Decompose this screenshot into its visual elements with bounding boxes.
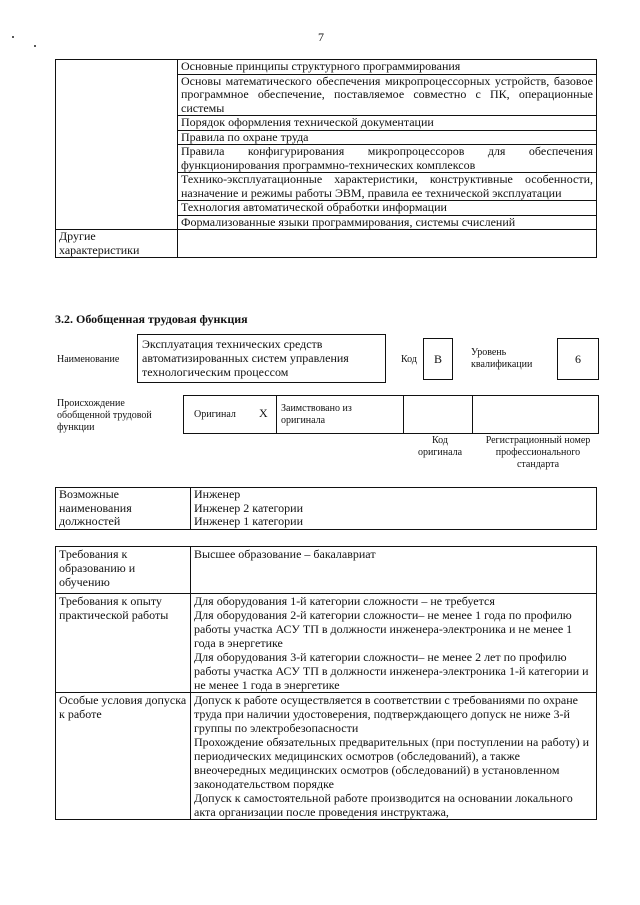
experience-item: Для оборудования 3-й категории сложности– не менее 2 лет по профилю работы участка АСУ ТП в должности инженера-электроника 1-й категории и не менее 1 года в энергетике	[194, 650, 589, 692]
function-name-box	[137, 334, 386, 383]
level-box	[557, 338, 599, 380]
admission-item: Допуск к самостоятельной работе производится на основании локального акта организации после проведения инструктажа,	[194, 791, 573, 819]
other-characteristics-label: Другие характеристики	[56, 230, 178, 258]
original-label: Оригинал	[194, 409, 236, 420]
admission-item: Допуск к работе осуществляется в соответствии с требованиями по охране труда при наличии удостоверения, подтверждающего допуск не ниже 3-й группы по электробезопасности	[194, 693, 578, 735]
knowledge-item: Основные принципы структурного программирования	[178, 60, 597, 75]
original-mark: X	[259, 406, 268, 420]
original-code-cell	[404, 396, 473, 433]
education-value: Высшее образование – бакалавриат	[191, 547, 597, 594]
experience-label: Требования к опыту практической работы	[56, 594, 191, 693]
code-box	[423, 338, 453, 380]
position-item: Инженер 2 категории	[194, 500, 303, 515]
knowledge-item: Правила конфигурирования микропроцессоров для обеспечения функционирования программно-технических комплексов	[178, 145, 597, 173]
reg-caption: Регистрационный номер профессионального стандарта	[485, 435, 591, 470]
requirements-table	[55, 546, 597, 820]
knowledge-item: Технология автоматической обработки информации	[178, 201, 597, 216]
experience-values	[191, 594, 597, 693]
positions-label: Возможные наименования должностей	[56, 488, 191, 530]
knowledge-item: Правила по охране труда	[178, 130, 597, 145]
knowledge-item: Порядок оформления технической документации	[178, 116, 597, 131]
admission-label: Особые условия допуска к работе	[56, 693, 191, 820]
level-label: Уровень квалификации	[471, 347, 533, 370]
page-number: 7	[318, 30, 324, 44]
original-cell	[184, 396, 277, 433]
scan-dot	[12, 36, 14, 38]
education-label: Требования к образованию и обучению	[56, 547, 191, 594]
name-label: Наименование	[57, 354, 120, 365]
knowledge-left-cell	[56, 60, 178, 230]
knowledge-item: Технико-эксплуатационные характеристики, конструктивные особенности, назначение и режимы работы ЭВМ, правила ее технической эксплуатации	[178, 173, 597, 201]
position-item: Инженер	[194, 487, 241, 501]
admission-values	[191, 693, 597, 820]
knowledge-item: Формализованные языки программирования, системы счислений	[178, 215, 597, 230]
code-value: B	[433, 352, 442, 366]
positions-table	[55, 487, 597, 530]
other-characteristics-value	[178, 230, 597, 258]
position-item: Инженер 1 категории	[194, 514, 303, 528]
scan-dot	[34, 45, 36, 47]
admission-item: Прохождение обязательных предварительных (при поступлении на работу) и периодических медицинских осмотров (обследований), а также внеочередных медицинских осмотров (обследований) в установленном законодательством порядке	[194, 735, 590, 791]
code-label: Код	[401, 354, 417, 365]
positions-values	[191, 488, 597, 530]
knowledge-table	[55, 59, 597, 258]
knowledge-item: Основы математического обеспечения микропроцессорных устройств, базовое программное обеспечение, поставляемое совместно с ПК, операционные системы	[178, 74, 597, 116]
code-caption: Код оригинала	[417, 435, 463, 458]
function-name-value: Эксплуатация технических средств автоматизированных систем управления технологическим процессом	[142, 337, 349, 379]
experience-item: Для оборудования 1-й категории сложности – не требуется	[194, 594, 495, 608]
borrowed-cell	[277, 396, 404, 433]
origin-label: Происхождение обобщенной трудовой функции	[57, 398, 152, 433]
origin-box	[183, 395, 599, 434]
section-heading: 3.2. Обобщенная трудовая функция	[55, 312, 248, 326]
level-value: 6	[575, 352, 581, 366]
experience-item: Для оборудования 2-й категории сложности– не менее 1 года по профилю работы участка АСУ ТП в должности инженера-электроника и не менее 1 года в энергетике	[194, 608, 573, 650]
borrowed-label: Заимствовано из оригинала	[281, 403, 352, 426]
